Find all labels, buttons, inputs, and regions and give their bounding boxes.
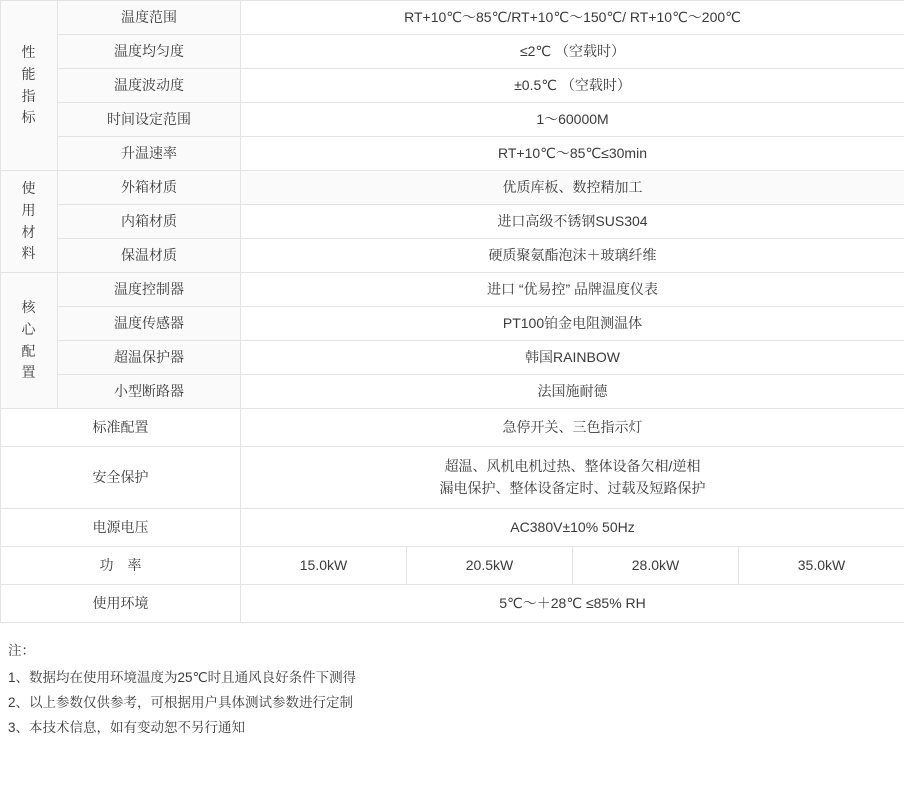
row-label-power-supply-voltage: 电源电压	[1, 508, 241, 546]
row-label-heating-rate: 升温速率	[58, 137, 241, 171]
row-value-inner-box-material: 进口高级不锈钢SUS304	[241, 205, 904, 239]
notes-title: 注：	[8, 642, 35, 658]
row-value-temperature-uniformity: ≤2℃ （空载时）	[241, 35, 904, 69]
safety-protection-line-1: 超温、风机电机过热、整体设备欠相/逆相	[444, 458, 701, 474]
note-item-1: 1、数据均在使用环境温度为25℃时且通风良好条件下测得	[8, 669, 357, 685]
row-label-time-setting-range: 时间设定范围	[58, 103, 241, 137]
table-row	[1, 307, 904, 341]
row-label-temperature-controller: 温度控制器	[58, 273, 241, 307]
row-label-temperature-sensor: 温度传感器	[58, 307, 241, 341]
row-value-heating-rate: RT+10℃～85℃≤30min	[241, 137, 904, 171]
row-value-over-temperature-protector: 韩国RAINBOW	[241, 341, 904, 375]
row-label-inner-box-material: 内箱材质	[58, 205, 241, 239]
group-core-configuration	[1, 273, 58, 409]
table-row	[1, 341, 904, 375]
group-materials-label: 使用材料	[21, 180, 37, 262]
table-row	[1, 447, 904, 509]
row-label-outer-box-material: 外箱材质	[58, 171, 241, 205]
row-label-insulation-material: 保温材质	[58, 239, 241, 273]
table-row	[1, 273, 904, 307]
row-label-temperature-range: 温度范围	[58, 1, 241, 35]
row-value-power-2: 20.5kW	[407, 546, 573, 584]
safety-protection-line-2: 漏电保护、整体设备定时、过载及短路保护	[439, 480, 706, 497]
row-value-time-setting-range: 1～60000M	[241, 103, 904, 137]
row-value-power-1: 15.0kW	[241, 546, 407, 584]
row-label-temperature-fluctuation: 温度波动度	[58, 69, 241, 103]
table-row	[1, 205, 904, 239]
row-label-operating-environment: 使用环境	[1, 584, 241, 622]
group-performance	[1, 1, 58, 171]
table-row	[1, 409, 904, 447]
notes-section	[0, 623, 904, 741]
group-materials	[1, 171, 58, 273]
table-row	[1, 584, 904, 622]
row-label-over-temperature-protector: 超温保护器	[58, 341, 241, 375]
table-row	[1, 239, 904, 273]
row-label-power: 功 率	[1, 546, 241, 584]
table-row	[1, 35, 904, 69]
table-row	[1, 69, 904, 103]
group-performance-label: 性能指标	[21, 44, 37, 126]
row-value-standard-configuration: 急停开关、三色指示灯	[241, 409, 904, 447]
table-row	[1, 171, 904, 205]
row-value-temperature-range: RT+10℃～85℃/RT+10℃～150℃/ RT+10℃～200℃	[241, 1, 904, 35]
row-label-temperature-uniformity: 温度均匀度	[58, 35, 241, 69]
row-value-miniature-circuit-breaker: 法国施耐德	[241, 375, 904, 409]
row-label-safety-protection: 安全保护	[1, 447, 241, 509]
row-value-safety-protection	[241, 447, 904, 509]
note-item-2: 2、以上参数仅供参考，可根据用户具体测试参数进行定制	[8, 694, 354, 710]
row-value-temperature-sensor: PT100铂金电阻测温体	[241, 307, 904, 341]
row-value-power-4: 35.0kW	[739, 546, 904, 584]
table-row	[1, 137, 904, 171]
row-value-power-supply-voltage: AC380V±10% 50Hz	[241, 508, 904, 546]
row-value-power-3: 28.0kW	[573, 546, 739, 584]
note-item-3: 3、本技术信息，如有变动恕不另行通知	[8, 719, 246, 735]
row-value-temperature-controller: 进口 “优易控” 品牌温度仪表	[241, 273, 904, 307]
row-label-miniature-circuit-breaker: 小型断路器	[58, 375, 241, 409]
table-row	[1, 508, 904, 546]
table-row	[1, 1, 904, 35]
row-value-temperature-fluctuation: ±0.5℃ （空载时）	[241, 69, 904, 103]
table-row	[1, 103, 904, 137]
row-value-insulation-material: 硬质聚氨酯泡沫＋玻璃纤维	[241, 239, 904, 273]
row-value-operating-environment: 5℃～＋28℃ ≤85% RH	[241, 584, 904, 622]
row-label-standard-configuration: 标准配置	[1, 409, 241, 447]
group-core-configuration-label: 核心配置	[21, 299, 37, 381]
table-row	[1, 375, 904, 409]
row-value-outer-box-material: 优质库板、数控精加工	[241, 171, 904, 205]
table-row	[1, 546, 904, 584]
